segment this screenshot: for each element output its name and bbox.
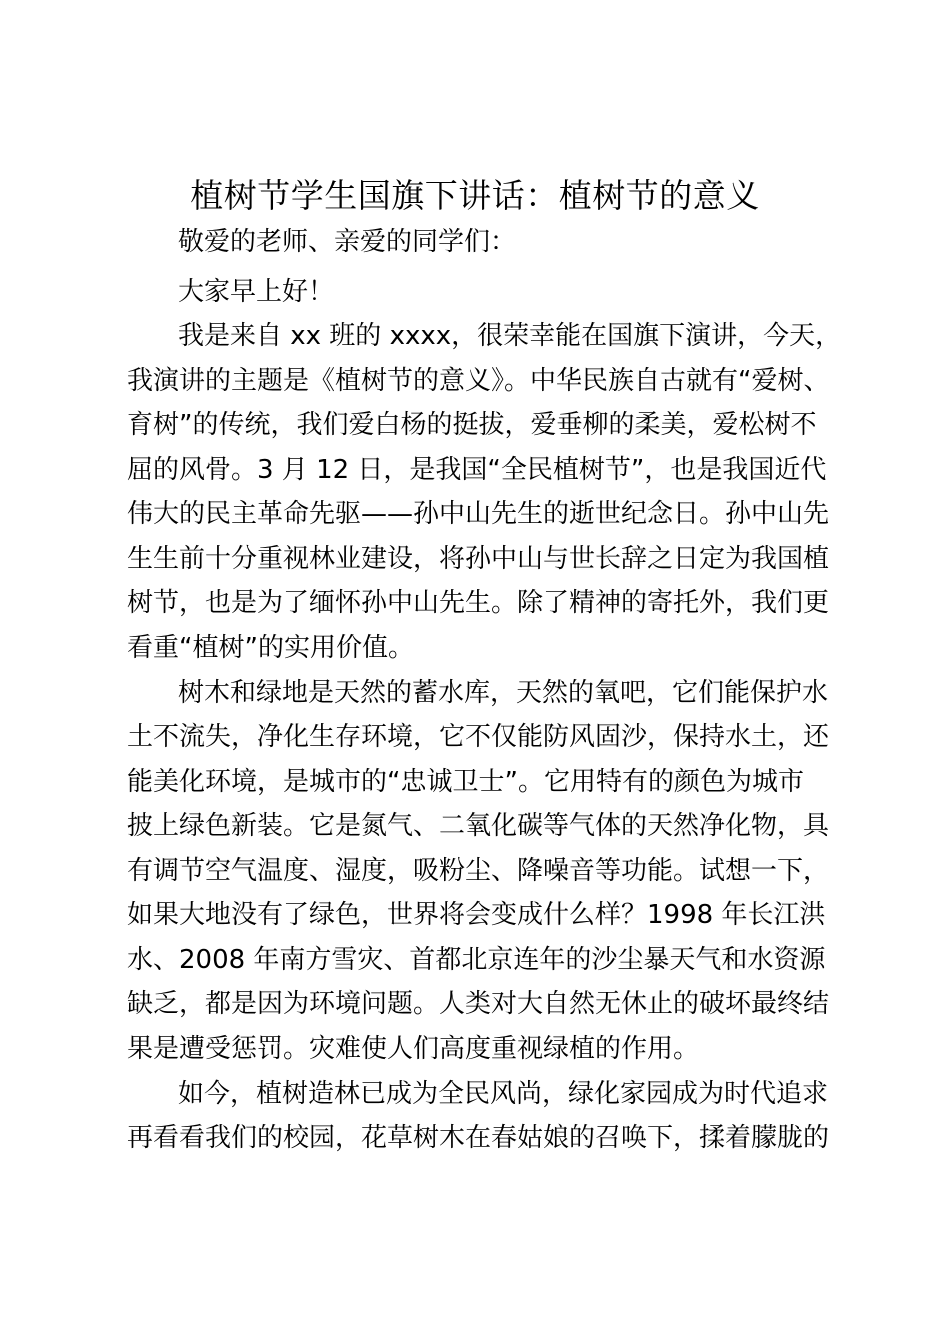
paragraph-line: 屈的风骨。3 月 12 日，是我国“全民植树节”，也是我国近代 <box>127 455 827 485</box>
paragraph-line: 水、2008 年南方雪灾、首都北京连年的沙尘暴天气和水资源 <box>127 945 826 975</box>
paragraph-line: 如今，植树造林已成为全民风尚，绿化家园成为时代追求 <box>178 1079 829 1109</box>
paragraph-line: 如果大地没有了绿色，世界将会变成什么样？1998 年长江洪 <box>127 900 826 930</box>
paragraph-line: 缺乏，都是因为环境问题。人类对大自然无休止的破坏最终结 <box>127 989 830 1019</box>
greeting-line: 大家早上好！ <box>178 277 335 307</box>
paragraph-line: 树节，也是为了缅怀孙中山先生。除了精神的寄托外，我们更 <box>127 588 830 618</box>
paragraph-line: 我是来自 xx 班的 xxxx，很荣幸能在国旗下演讲，今天， <box>178 321 842 351</box>
paragraph-line: 生生前十分重视林业建设，将孙中山与世长辞之日定为我国植 <box>127 544 830 574</box>
salutation-line: 敬爱的老师、亲爱的同学们： <box>178 227 517 257</box>
paragraph-line: 再看看我们的校园，花草树木在春姑娘的召唤下，揉着朦胧的 <box>127 1123 830 1153</box>
paragraph-line: 果是遭受惩罚。灾难使人们高度重视绿植的作用。 <box>127 1034 700 1064</box>
paragraph-line: 有调节空气温度、湿度，吸粉尘、降噪音等功能。试想一下， <box>127 856 830 886</box>
paragraph-line: 育树”的传统，我们爱白杨的挺拔，爱垂柳的柔美，爱松树不 <box>127 410 817 440</box>
paragraph-line: 我演讲的主题是《植树节的意义》。中华民族自古就有“爱树、 <box>127 366 830 396</box>
paragraph-line: 披上绿色新装。它是氮气、二氧化碳等气体的天然净化物，具 <box>127 811 830 841</box>
paragraph-line: 能美化环境，是城市的“忠诚卫士”。它用特有的颜色为城市 <box>127 767 804 797</box>
paragraph-line: 土不流失，净化生存环境，它不仅能防风固沙，保持水土，还 <box>127 722 830 752</box>
paragraph-line: 伟大的民主革命先驱——孙中山先生的逝世纪念日。孙中山先 <box>127 499 830 529</box>
paragraph-line: 看重“植树”的实用价值。 <box>127 633 414 663</box>
paragraph-line: 树木和绿地是天然的蓄水库，天然的氧吧，它们能保护水 <box>178 678 829 708</box>
document-title: 植树节学生国旗下讲话：植树节的意义 <box>190 176 760 215</box>
